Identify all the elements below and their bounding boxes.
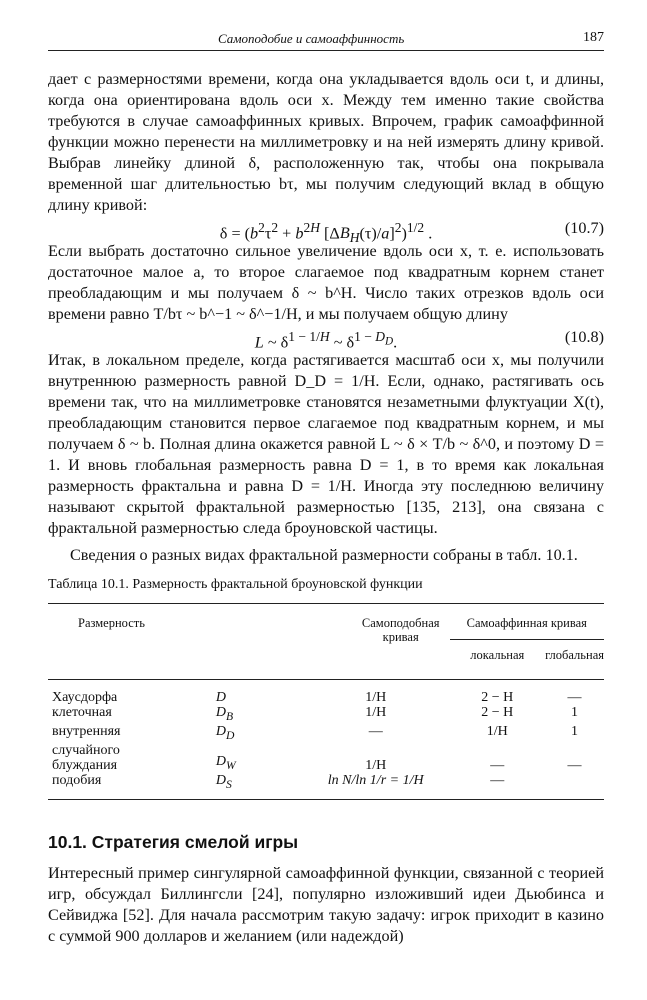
page-number: 187 xyxy=(583,30,604,45)
symbol-d: D xyxy=(215,690,226,705)
table-row: клеточная $D_B$ 1/H 2 − H 1 xyxy=(52,705,579,723)
table-row: подобия $D_S$ ln N/ln 1/r = 1/H — xyxy=(52,772,505,791)
symbol-ds: $D_S$ xyxy=(215,772,232,791)
paragraph-1: дает с размерностями времени, когда она укладывается вдоль оси t, и длины, когда она ориентирована вдоль оси x. Между тем именно такие свойства требуются в случае самоаффинных кривых. Впрочем, график самоаффинной функции можно перенести на миллиметровку и на ней измерять длину кривой. Выбрав линейку длиной δ, расположенную так, чтобы она покрывала временной шаг длительностью bτ, мы получим следующий вклад в общую длину кривой: xyxy=(48,70,604,214)
equation-10-7-body: $\delta = (b^2\tau^2 + b^{2H}$ $[\Delta B_H(\tau)/a]^2)^{1/2}$ . xyxy=(219,220,433,246)
header-dimension: Размерность xyxy=(78,616,145,630)
equation-number: (10.8) xyxy=(564,328,604,346)
paragraph-4: Сведения о разных видах фрактальной размерности собраны в табл. 10.1. xyxy=(70,546,578,564)
paragraph-2: Если выбрать достаточно сильное увеличение вдоль оси x, т. е. использовать достаточное малое a, то второе слагаемое под квадратным корнем станет преобладающим и мы получаем δ ~ b^H. Число таких отрезков вдоль оси времени равно T/bτ ~ b^−1 ~ δ^−1/H, и мы получаем общую длину xyxy=(48,242,604,323)
equation-10-7 xyxy=(48,217,604,246)
header-local: локальная xyxy=(470,648,525,662)
header-global: глобальная xyxy=(545,648,604,662)
table-caption: Таблица 10.1. Размерность фрактальной броуновской функции xyxy=(48,577,423,592)
symbol-dd: $D_D$ xyxy=(215,723,235,742)
header-self-similar: Самоподобная кривая xyxy=(361,616,440,644)
equation-number: (10.7) xyxy=(564,219,604,237)
header-self-affine: Самоаффинная кривая xyxy=(450,604,605,640)
table-row: Хаусдорфа D 1/H 2 − H — xyxy=(52,690,582,705)
book-page xyxy=(48,26,604,947)
table-row: случайного блуждания $D_W$ 1/H — — xyxy=(52,742,582,773)
section-title: 10.1. Стратегия смелой игры xyxy=(48,832,299,853)
dimension-table xyxy=(48,603,604,800)
paragraph-5: Интересный пример сингулярной самоаффинной функции, связанной с теорией игр, обсуждал Биллингсли [24], популярно изложивший идеи Дьюбинса и Сейвиджа [52]. Для начала рассмотрим такую задачу: игрок приходит в казино с суммой 900 долларов и желанием (или надеждой) xyxy=(48,864,604,946)
table-row: внутренняя $D_D$ — 1/H 1 xyxy=(52,723,579,742)
symbol-dw: $D_W$ xyxy=(215,753,236,772)
equation-10-8-body: L ~ $\delta^{1 - 1/H}$ ~ $\delta^{1 - D_D}$. xyxy=(254,329,398,352)
symbol-db: $D_B$ xyxy=(215,705,234,723)
paragraph-3: Итак, в локальном пределе, когда растягивается масштаб оси x, мы получили внутреннюю размерность равной D_D = 1/H. Если, однако, растягивать ось времени так, что на миллиметровке становятся незаметными флуктуации X(t), преобладающим становится первое слагаемое под квадратным корнем, и мы получаем δ ~ b. Полная длина окажется равной L ~ δ × T/b ~ δ^0, и поэтому D = 1. И вновь глобальная размерность равна D = 1, в то время как локальная размерность фрактальна и равна D = 1/H. Иногда эту последнюю величину называют скрытой фрактальной размерностью [135, 213], она связана с фрактальной размерностью следа броуновской частицы. xyxy=(48,351,604,537)
running-title: Самоподобие и самоаффинность xyxy=(218,31,405,46)
page-header xyxy=(48,26,604,51)
equation-10-8 xyxy=(48,326,604,352)
